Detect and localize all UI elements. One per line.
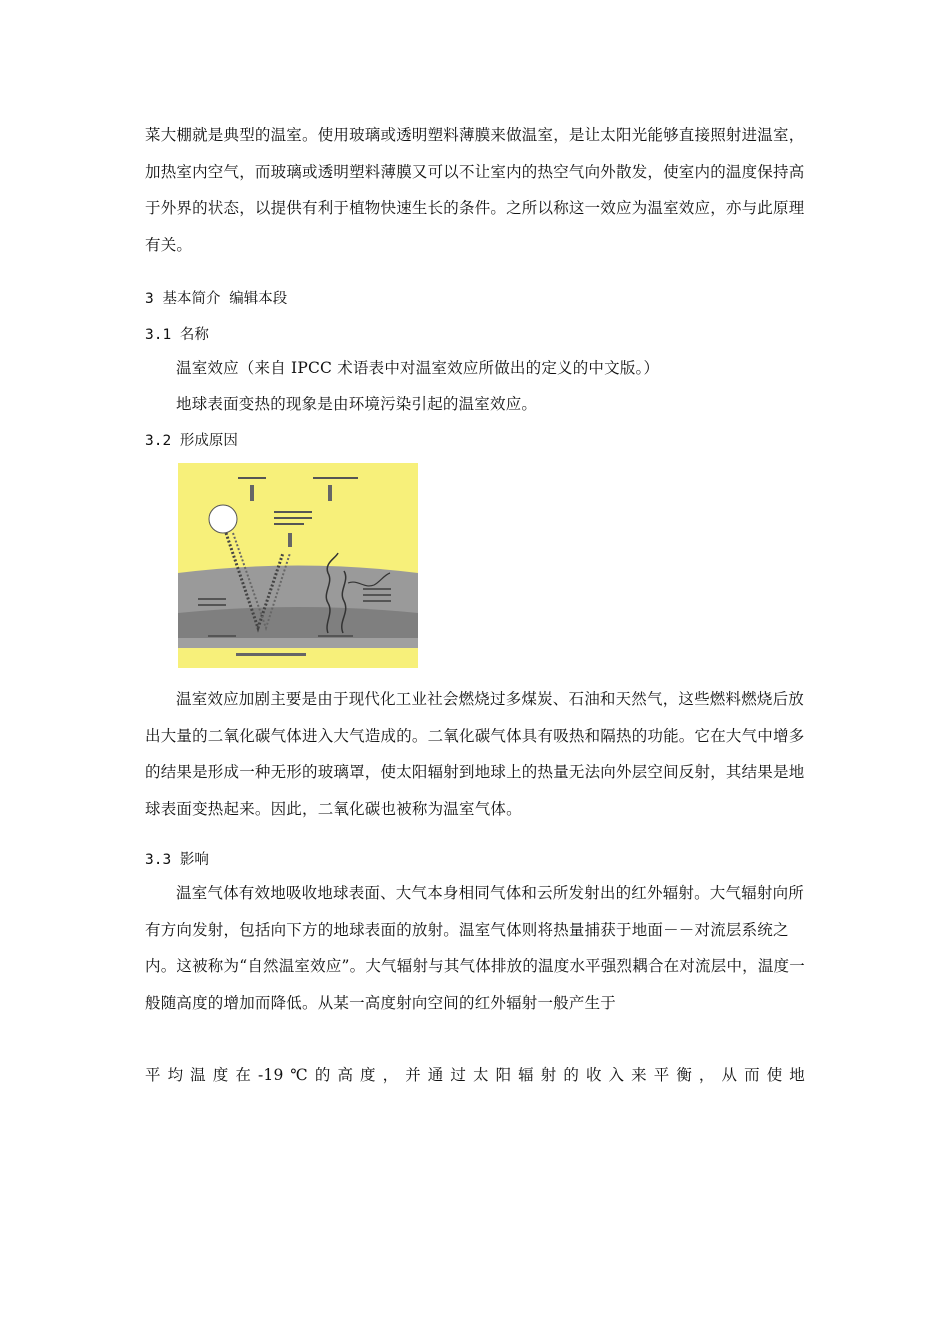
- section-3-1-line-2: 地球表面变热的现象是由环境污染引起的温室效应。: [176, 395, 538, 413]
- intro-paragraph: 菜大棚就是典型的温室。使用玻璃或透明塑料薄膜来做温室，是让太阳光能够直接照射进温室，加热室内空气，而玻璃或透明塑料薄膜又可以不让室内的热空气向外散发，使室内的温度保持高于外界的状态，以提供有利于植物快速生长的条件。之所以称这一效应为温室效应，亦与此原理有关。: [145, 126, 805, 254]
- section-3-1-heading: 3.1 名称: [145, 327, 209, 343]
- section-3-3-heading: 3.3 影响: [145, 852, 209, 868]
- diagram-image: [178, 463, 418, 668]
- greenhouse-effect-diagram: [178, 463, 418, 668]
- section-3-2-paragraph: 温室效应加剧主要是由于现代化工业社会燃烧过多煤炭、石油和天然气，这些燃料燃烧后放出大量的二氧化碳气体进入大气造成的。二氧化碳气体具有吸热和隔热的功能。它在大气中增多的结果是形成一种无形的玻璃罩，使太阳辐射到地球上的热量无法向外层空间反射，其结果是地球表面变热起来。因此，二氧化碳也被称为温室气体。: [145, 690, 805, 818]
- section-3-2-heading: 3.2 形成原因: [145, 433, 238, 449]
- section-3-1-line-1: 温室效应（来自 IPCC 术语表中对温室效应所做出的定义的中文版。）: [176, 359, 660, 377]
- section-3-heading: 3 基本简介 编辑本段: [145, 291, 288, 307]
- section-3-3-last-line: 平均温度在-19℃的高度，并通过太阳辐射的收入来平衡，从而使地: [145, 1066, 805, 1084]
- section-3-3-paragraph: 温室气体有效地吸收地球表面、大气本身相同气体和云所发射出的红外辐射。大气辐射向所有方向发射，包括向下方的地球表面的放射。温室气体则将热量捕获于地面－－对流层系统之内。这被称为“自然温室效应”。大气辐射与其气体排放的温度水平强烈耦合在对流层中，温度一般随高度的增加而降低。从某一高度射向空间的红外辐射一般产生于: [145, 884, 805, 1012]
